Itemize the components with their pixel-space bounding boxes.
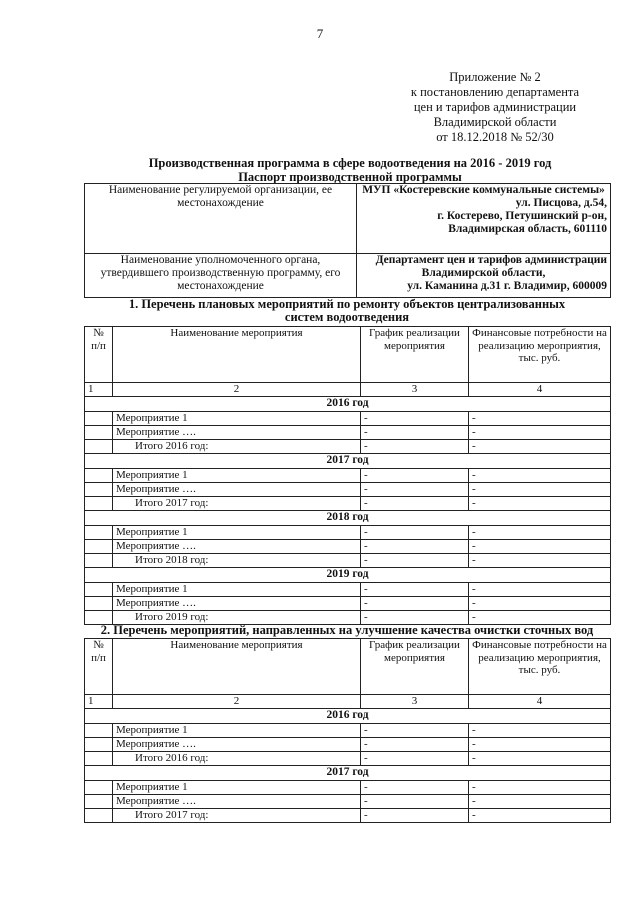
section-title-line: систем водоотведения	[284, 310, 410, 324]
measure-schedule: -	[361, 411, 469, 425]
section-title-line: 1. Перечень плановых мероприятий по ремонту объектов централизованных	[128, 297, 566, 311]
total-row	[85, 610, 611, 624]
passport-label: Наименование регулируемой организации, ее местонахождение	[85, 184, 357, 254]
measure-schedule: -	[361, 596, 469, 610]
measure-finance: -	[469, 596, 611, 610]
year-row	[85, 453, 611, 468]
measure-finance: -	[469, 737, 611, 751]
section-1-title	[84, 298, 610, 324]
table-row	[85, 411, 611, 425]
measure-schedule: -	[361, 525, 469, 539]
table-row	[85, 737, 611, 751]
measure-schedule: -	[361, 737, 469, 751]
table-row	[85, 582, 611, 596]
measure-name: Мероприятие 1	[113, 582, 361, 596]
passport-value-line: Департамент цен и тарифов администрации	[375, 254, 607, 266]
col-finance-header: Финансовые потребности на реализацию мероприятия, тыс. руб.	[469, 639, 611, 695]
appendix-line: от 18.12.2018 № 52/30	[436, 130, 554, 144]
total-row	[85, 751, 611, 765]
appendix-line: Владимирской области	[433, 115, 557, 129]
column-number: 2	[113, 383, 361, 397]
measure-schedule: -	[361, 582, 469, 596]
measure-finance: -	[469, 723, 611, 737]
section-2-title	[84, 624, 610, 637]
measure-name: Мероприятие 1	[113, 468, 361, 482]
table-row	[85, 596, 611, 610]
year-row	[85, 396, 611, 411]
measure-name: Мероприятие 1	[113, 525, 361, 539]
total-row	[85, 439, 611, 453]
measure-finance: -	[469, 539, 611, 553]
year-row	[85, 567, 611, 582]
total-schedule: -	[361, 553, 469, 567]
total-row	[85, 553, 611, 567]
measure-finance: -	[469, 482, 611, 496]
measure-name: Мероприятие ….	[113, 596, 361, 610]
appendix-line: к постановлению департамента	[410, 85, 580, 99]
column-number: 2	[113, 695, 361, 709]
table-row	[85, 539, 611, 553]
passport-value-line: ул. Писцова, д.54,	[515, 197, 607, 209]
total-schedule: -	[361, 751, 469, 765]
total-label: Итого 2017 год:	[113, 496, 361, 510]
total-label: Итого 2016 год:	[113, 439, 361, 453]
year-label: 2017 год	[85, 453, 611, 468]
table-row	[85, 525, 611, 539]
measure-schedule: -	[361, 425, 469, 439]
table-row	[85, 780, 611, 794]
passport-value-line: ул. Каманина д.31 г. Владимир, 600009	[407, 280, 607, 292]
measure-schedule: -	[361, 468, 469, 482]
measure-name: Мероприятие 1	[113, 411, 361, 425]
total-finance: -	[469, 439, 611, 453]
measure-finance: -	[469, 411, 611, 425]
col-schedule-header: График реализации мероприятия	[361, 327, 469, 383]
section-2-table	[84, 638, 611, 823]
year-label: 2019 год	[85, 567, 611, 582]
col-name-header: Наименование мероприятия	[113, 639, 361, 695]
appendix-line: Приложение № 2	[449, 70, 541, 84]
passport-table	[84, 183, 611, 298]
measure-name: Мероприятие 1	[113, 780, 361, 794]
col-number-header: № п/п	[85, 639, 113, 695]
passport-row	[85, 254, 611, 298]
appendix-block	[400, 70, 590, 145]
col-number-header: № п/п	[85, 327, 113, 383]
table-row	[85, 794, 611, 808]
column-number: 4	[469, 695, 611, 709]
measure-finance: -	[469, 780, 611, 794]
passport-value-line: Владимирская область, 601110	[448, 223, 607, 235]
year-row	[85, 510, 611, 525]
column-numbers-row	[85, 383, 611, 397]
col-name-header: Наименование мероприятия	[113, 327, 361, 383]
passport-title: Паспорт производственной программы	[238, 170, 462, 184]
passport-value-line: МУП «Костеревские коммунальные системы»	[362, 184, 605, 196]
page-number: 7	[316, 26, 324, 41]
measure-schedule: -	[361, 723, 469, 737]
year-label: 2017 год	[85, 765, 611, 780]
table-row	[85, 468, 611, 482]
measure-schedule: -	[361, 780, 469, 794]
total-schedule: -	[361, 610, 469, 624]
col-finance-header: Финансовые потребности на реализацию мероприятия, тыс. руб.	[469, 327, 611, 383]
measure-finance: -	[469, 525, 611, 539]
measure-name: Мероприятие ….	[113, 737, 361, 751]
measure-schedule: -	[361, 539, 469, 553]
measure-name: Мероприятие ….	[113, 482, 361, 496]
total-finance: -	[469, 553, 611, 567]
passport-value	[357, 254, 611, 298]
passport-label: Наименование уполномоченного органа, утвердившего производственную программу, его местонахождение	[85, 254, 357, 298]
measure-name: Мероприятие ….	[113, 794, 361, 808]
document-title	[60, 156, 640, 184]
column-number: 3	[361, 695, 469, 709]
section-1-table	[84, 326, 611, 625]
total-label: Итого 2019 год:	[113, 610, 361, 624]
total-finance: -	[469, 808, 611, 822]
measure-name: Мероприятие ….	[113, 539, 361, 553]
passport-value-line: Владимирской области,	[421, 267, 546, 279]
total-label: Итого 2016 год:	[113, 751, 361, 765]
total-finance: -	[469, 610, 611, 624]
total-row	[85, 808, 611, 822]
measure-finance: -	[469, 794, 611, 808]
total-finance: -	[469, 751, 611, 765]
column-number: 3	[361, 383, 469, 397]
year-row	[85, 765, 611, 780]
column-number: 1	[85, 695, 113, 709]
year-row	[85, 708, 611, 723]
measure-finance: -	[469, 425, 611, 439]
table-row	[85, 425, 611, 439]
measure-finance: -	[469, 468, 611, 482]
passport-value	[357, 184, 611, 254]
total-label: Итого 2017 год:	[113, 808, 361, 822]
year-label: 2016 год	[85, 396, 611, 411]
passport-value-line: г. Костерево, Петушинский р-он,	[437, 210, 607, 222]
total-schedule: -	[361, 496, 469, 510]
year-label: 2016 год	[85, 708, 611, 723]
program-title: Производственная программа в сфере водоотведения на 2016 - 2019 год	[148, 156, 552, 170]
table-row	[85, 723, 611, 737]
total-label: Итого 2018 год:	[113, 553, 361, 567]
section-title-line: 2. Перечень мероприятий, направленных на улучшение качества очистки сточных вод	[100, 623, 594, 637]
total-schedule: -	[361, 808, 469, 822]
measure-schedule: -	[361, 794, 469, 808]
total-row	[85, 496, 611, 510]
total-schedule: -	[361, 439, 469, 453]
measure-name: Мероприятие 1	[113, 723, 361, 737]
table-header-row	[85, 327, 611, 383]
table-row	[85, 482, 611, 496]
measure-name: Мероприятие ….	[113, 425, 361, 439]
total-finance: -	[469, 496, 611, 510]
col-schedule-header: График реализации мероприятия	[361, 639, 469, 695]
table-header-row	[85, 639, 611, 695]
column-numbers-row	[85, 695, 611, 709]
passport-row	[85, 184, 611, 254]
year-label: 2018 год	[85, 510, 611, 525]
measure-finance: -	[469, 582, 611, 596]
appendix-line: цен и тарифов администрации	[413, 100, 577, 114]
column-number: 1	[85, 383, 113, 397]
measure-schedule: -	[361, 482, 469, 496]
column-number: 4	[469, 383, 611, 397]
